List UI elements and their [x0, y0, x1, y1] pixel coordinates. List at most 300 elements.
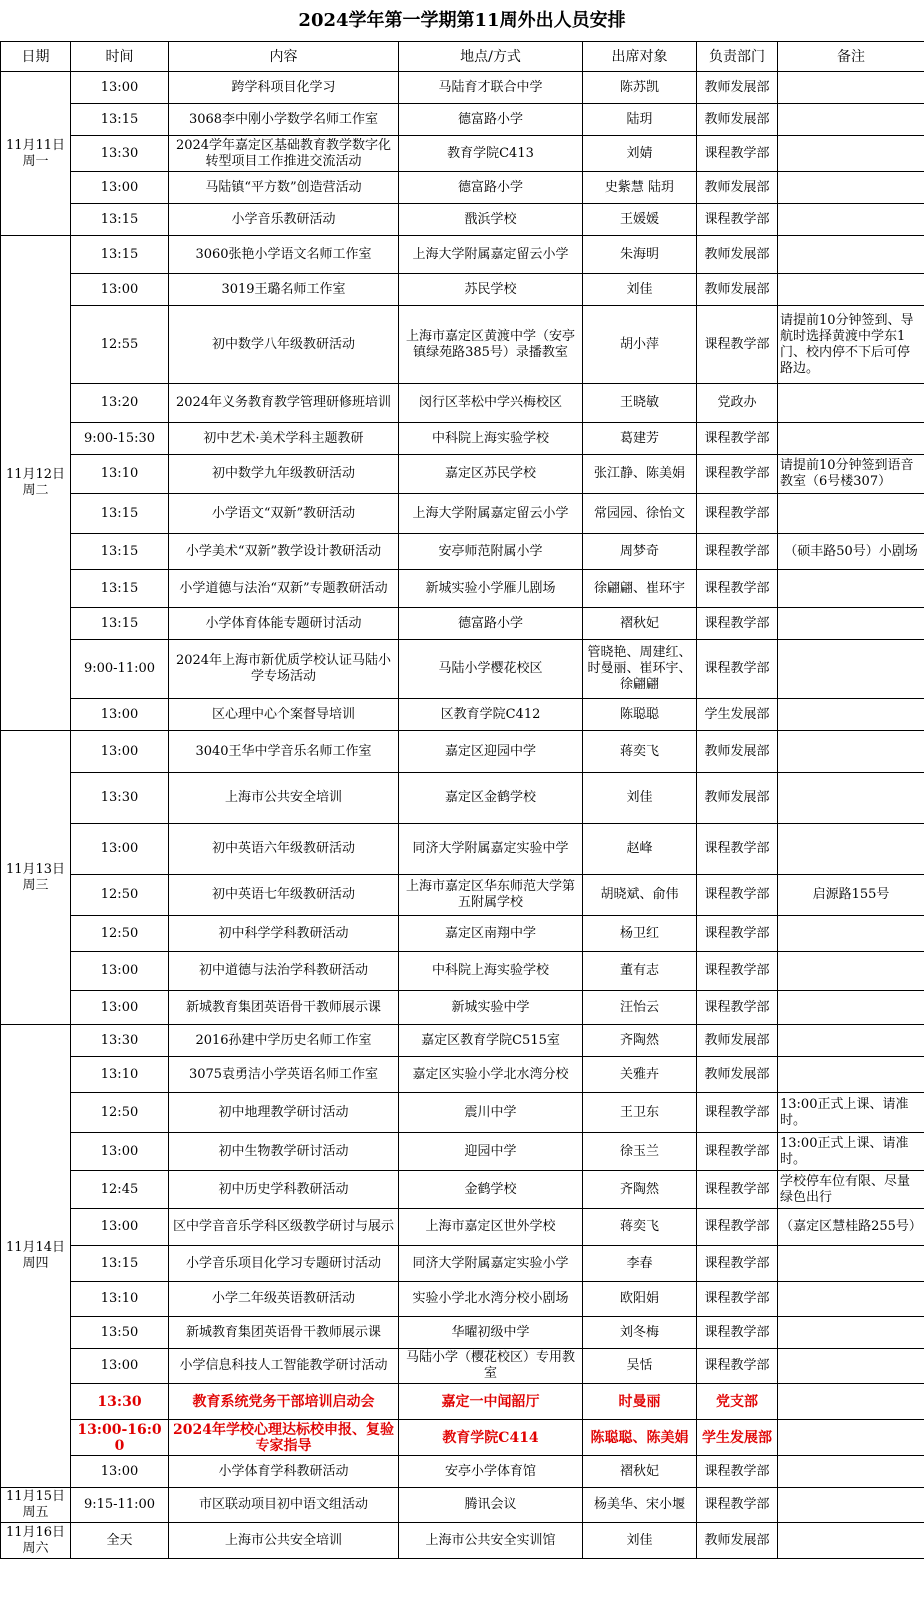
cell-place: 马陆小学樱花校区	[399, 640, 583, 699]
cell-place: 中科院上海实验学校	[399, 423, 583, 455]
cell-dept: 课程教学部	[697, 1282, 778, 1317]
cell-attendee: 张江静、陈美娟	[583, 455, 697, 494]
cell-dept: 学生发展部	[697, 1420, 778, 1456]
table-row	[1, 731, 924, 773]
cell-dept: 课程教学部	[697, 423, 778, 455]
cell-content: 新城教育集团英语骨干教师展示课	[169, 991, 399, 1025]
cell-note	[778, 1282, 924, 1317]
table-row	[1, 824, 924, 875]
cell-note	[778, 274, 924, 306]
cell-note	[778, 731, 924, 773]
cell-attendee: 刘佳	[583, 773, 697, 824]
cell-note	[778, 423, 924, 455]
cell-content: 上海市公共安全培训	[169, 773, 399, 824]
cell-dept: 课程教学部	[697, 1349, 778, 1384]
cell-place: 教育学院C414	[399, 1420, 583, 1456]
cell-place: 新城实验中学	[399, 991, 583, 1025]
cell-place: 震川中学	[399, 1093, 583, 1133]
cell-place: 嘉定区南翔中学	[399, 916, 583, 952]
cell-date	[1, 236, 71, 731]
cell-place: 嘉定一中闻韶厅	[399, 1384, 583, 1420]
table-row	[1, 136, 924, 172]
cell-content: 上海市公共安全培训	[169, 1523, 399, 1559]
cell-place: 中科院上海实验学校	[399, 952, 583, 991]
cell-time: 12:50	[71, 1093, 169, 1133]
cell-note: （硕丰路50号）小剧场	[778, 534, 924, 570]
cell-attendee: 齐陶然	[583, 1025, 697, 1057]
cell-place: 嘉定区金鹤学校	[399, 773, 583, 824]
cell-content: 2024年上海市新优质学校认证马陆小学专场活动	[169, 640, 399, 699]
cell-content: 3019王璐名师工作室	[169, 274, 399, 306]
cell-note: 13:00正式上课、请准时。	[778, 1133, 924, 1171]
cell-content: 3060张艳小学语文名师工作室	[169, 236, 399, 274]
cell-dept: 教师发展部	[697, 1523, 778, 1559]
cell-note	[778, 640, 924, 699]
cell-note	[778, 608, 924, 640]
cell-dept: 课程教学部	[697, 136, 778, 172]
cell-place: 嘉定区实验小学北水湾分校	[399, 1057, 583, 1093]
cell-note	[778, 1420, 924, 1456]
date-label: 11月11日	[5, 137, 66, 153]
cell-time: 13:15	[71, 104, 169, 136]
cell-attendee: 汪怡云	[583, 991, 697, 1025]
table-row	[1, 1209, 924, 1246]
cell-attendee: 胡晓斌、俞伟	[583, 875, 697, 916]
table-row	[1, 384, 924, 423]
table-row	[1, 1093, 924, 1133]
table-row	[1, 1523, 924, 1559]
cell-place: 腾讯会议	[399, 1488, 583, 1523]
cell-time: 13:15	[71, 494, 169, 534]
cell-place: 闵行区莘松中学兴梅校区	[399, 384, 583, 423]
cell-place: 马陆育才联合中学	[399, 72, 583, 104]
table-row	[1, 1282, 924, 1317]
cell-place: 戬浜学校	[399, 204, 583, 236]
page-title: 2024学年第一学期第11周外出人员安排	[298, 10, 626, 31]
date-label: 11月12日	[5, 467, 66, 482]
table-row	[1, 1025, 924, 1057]
weekday-label: 周六	[22, 1540, 49, 1556]
cell-content: 初中历史学科教研活动	[169, 1171, 399, 1209]
cell-note	[778, 916, 924, 952]
cell-place: 嘉定区迎园中学	[399, 731, 583, 773]
cell-note	[778, 236, 924, 274]
cell-dept: 党政办	[697, 384, 778, 423]
table-row	[1, 1384, 924, 1420]
weekday-label: 周五	[22, 1505, 49, 1520]
cell-time: 13:00	[71, 72, 169, 104]
cell-note	[778, 1488, 924, 1523]
cell-dept: 教师发展部	[697, 274, 778, 306]
table-row	[1, 1349, 924, 1384]
cell-note: 请提前10分钟签到、导航时选择黄渡中学东1门、校内停不下后可停路边。	[778, 306, 924, 384]
cell-content: 初中地理教学研讨活动	[169, 1093, 399, 1133]
table-row	[1, 699, 924, 731]
cell-time: 9:00-15:30	[71, 423, 169, 455]
cell-content: 2024学年嘉定区基础教育教学数字化转型项目工作推进交流活动	[169, 136, 399, 172]
cell-time: 9:15-11:00	[71, 1488, 169, 1523]
cell-place: 苏民学校	[399, 274, 583, 306]
cell-place: 新城实验小学雁儿剧场	[399, 570, 583, 608]
cell-dept: 学生发展部	[697, 699, 778, 731]
cell-attendee: 周梦奇	[583, 534, 697, 570]
cell-time: 13:10	[71, 455, 169, 494]
cell-place: 上海市嘉定区世外学校	[399, 1209, 583, 1246]
cell-dept: 课程教学部	[697, 1246, 778, 1282]
cell-dept: 课程教学部	[697, 1456, 778, 1488]
cell-place: 嘉定区苏民学校	[399, 455, 583, 494]
cell-attendee: 王卫东	[583, 1093, 697, 1133]
schedule-body	[1, 72, 924, 1559]
header-dept: 负责部门	[697, 42, 778, 72]
table-row	[1, 236, 924, 274]
cell-content: 初中科学学科教研活动	[169, 916, 399, 952]
cell-attendee: 齐陶然	[583, 1171, 697, 1209]
cell-dept: 教师发展部	[697, 104, 778, 136]
cell-dept: 教师发展部	[697, 773, 778, 824]
table-row	[1, 104, 924, 136]
cell-attendee: 蒋奕飞	[583, 731, 697, 773]
table-row	[1, 423, 924, 455]
cell-content: 初中艺术·美术学科主题教研	[169, 423, 399, 455]
cell-attendee: 陈苏凯	[583, 72, 697, 104]
weekday-label: 周一	[22, 153, 49, 169]
cell-dept: 课程教学部	[697, 1171, 778, 1209]
cell-dept: 教师发展部	[697, 1025, 778, 1057]
cell-date	[1, 1025, 71, 1488]
cell-dept: 课程教学部	[697, 1133, 778, 1171]
cell-time: 13:30	[71, 1384, 169, 1420]
cell-attendee: 关雅卉	[583, 1057, 697, 1093]
cell-time: 13:00-16:00	[71, 1420, 169, 1456]
cell-time: 13:00	[71, 1456, 169, 1488]
cell-place: 安亭师范附属小学	[399, 534, 583, 570]
schedule-table	[0, 41, 924, 1559]
date-label: 11月16日	[5, 1524, 66, 1540]
cell-note	[778, 136, 924, 172]
cell-content: 小学体育学科教研活动	[169, 1456, 399, 1488]
cell-content: 2024年学校心理达标校申报、复验专家指导	[169, 1420, 399, 1456]
cell-content: 区中学音音乐学科区级教学研讨与展示	[169, 1209, 399, 1246]
cell-attendee: 吴恬	[583, 1349, 697, 1384]
date-label: 11月14日	[5, 1240, 66, 1255]
cell-date	[1, 1523, 71, 1559]
cell-content: 初中数学八年级教研活动	[169, 306, 399, 384]
cell-attendee: 常园园、徐怡文	[583, 494, 697, 534]
cell-dept: 课程教学部	[697, 204, 778, 236]
cell-time: 13:00	[71, 1209, 169, 1246]
cell-time: 13:00	[71, 1133, 169, 1171]
cell-note	[778, 1246, 924, 1282]
cell-time: 13:00	[71, 824, 169, 875]
cell-note	[778, 1025, 924, 1057]
cell-content: 初中道德与法治学科教研活动	[169, 952, 399, 991]
cell-note	[778, 824, 924, 875]
cell-place: 教育学院C413	[399, 136, 583, 172]
cell-note	[778, 952, 924, 991]
cell-place: 金鹤学校	[399, 1171, 583, 1209]
cell-attendee: 刘婧	[583, 136, 697, 172]
cell-note	[778, 72, 924, 104]
cell-time: 12:55	[71, 306, 169, 384]
cell-place: 同济大学附属嘉定实验中学	[399, 824, 583, 875]
cell-time: 13:00	[71, 1349, 169, 1384]
cell-attendee: 刘冬梅	[583, 1317, 697, 1349]
table-row	[1, 952, 924, 991]
cell-note	[778, 384, 924, 423]
cell-dept: 课程教学部	[697, 1317, 778, 1349]
table-row	[1, 72, 924, 104]
header-content: 内容	[169, 42, 399, 72]
cell-dept: 教师发展部	[697, 1057, 778, 1093]
cell-note: （嘉定区慧桂路255号）	[778, 1209, 924, 1246]
header-time: 时间	[71, 42, 169, 72]
table-row	[1, 1171, 924, 1209]
cell-place: 德富路小学	[399, 172, 583, 204]
cell-dept: 课程教学部	[697, 824, 778, 875]
cell-dept: 教师发展部	[697, 731, 778, 773]
cell-time: 13:15	[71, 236, 169, 274]
cell-time: 13:00	[71, 274, 169, 306]
cell-attendee: 陈聪聪	[583, 699, 697, 731]
cell-place: 德富路小学	[399, 104, 583, 136]
cell-note: 启源路155号	[778, 875, 924, 916]
cell-place: 迎园中学	[399, 1133, 583, 1171]
cell-attendee: 陆玥	[583, 104, 697, 136]
cell-dept: 课程教学部	[697, 991, 778, 1025]
cell-note	[778, 1349, 924, 1384]
cell-time: 13:30	[71, 136, 169, 172]
table-row	[1, 534, 924, 570]
cell-note	[778, 773, 924, 824]
cell-content: 初中英语六年级教研活动	[169, 824, 399, 875]
cell-attendee: 胡小萍	[583, 306, 697, 384]
date-label: 11月13日	[5, 861, 66, 877]
cell-content: 初中数学九年级教研活动	[169, 455, 399, 494]
weekday-label: 周二	[22, 483, 49, 498]
cell-dept: 教师发展部	[697, 236, 778, 274]
cell-dept: 课程教学部	[697, 916, 778, 952]
cell-content: 3075袁勇洁小学英语名师工作室	[169, 1057, 399, 1093]
table-row	[1, 204, 924, 236]
table-row	[1, 1133, 924, 1171]
cell-dept: 课程教学部	[697, 455, 778, 494]
cell-dept: 课程教学部	[697, 875, 778, 916]
cell-time: 13:50	[71, 1317, 169, 1349]
cell-content: 市区联动项目初中语文组活动	[169, 1488, 399, 1523]
cell-time: 13:15	[71, 1246, 169, 1282]
cell-attendee: 朱海明	[583, 236, 697, 274]
cell-time: 全天	[71, 1523, 169, 1559]
cell-note	[778, 1317, 924, 1349]
cell-dept: 课程教学部	[697, 306, 778, 384]
cell-time: 13:30	[71, 1025, 169, 1057]
cell-time: 12:50	[71, 916, 169, 952]
cell-attendee: 董有志	[583, 952, 697, 991]
cell-attendee: 杨美华、宋小堰	[583, 1488, 697, 1523]
cell-attendee: 徐玉兰	[583, 1133, 697, 1171]
cell-attendee: 王媛媛	[583, 204, 697, 236]
cell-time: 13:00	[71, 991, 169, 1025]
cell-content: 初中英语七年级教研活动	[169, 875, 399, 916]
cell-date	[1, 72, 71, 236]
cell-dept: 课程教学部	[697, 1093, 778, 1133]
cell-attendee: 史紫慧 陆玥	[583, 172, 697, 204]
cell-time: 12:50	[71, 875, 169, 916]
cell-content: 小学美术“双新”教学设计教研活动	[169, 534, 399, 570]
table-row	[1, 1488, 924, 1523]
cell-attendee: 李春	[583, 1246, 697, 1282]
cell-content: 3040王华中学音乐名师工作室	[169, 731, 399, 773]
cell-time: 13:10	[71, 1057, 169, 1093]
cell-note: 请提前10分钟签到语音教室（6号楼307）	[778, 455, 924, 494]
table-row	[1, 1317, 924, 1349]
cell-time: 9:00-11:00	[71, 640, 169, 699]
cell-place: 上海市嘉定区黄渡中学（安亭镇绿苑路385号）录播教室	[399, 306, 583, 384]
cell-attendee: 蒋奕飞	[583, 1209, 697, 1246]
cell-dept: 教师发展部	[697, 172, 778, 204]
cell-place: 华曜初级中学	[399, 1317, 583, 1349]
date-label: 11月15日	[5, 1489, 66, 1504]
cell-time: 12:45	[71, 1171, 169, 1209]
cell-content: 小学体育体能专题研讨活动	[169, 608, 399, 640]
cell-place: 同济大学附属嘉定实验小学	[399, 1246, 583, 1282]
cell-attendee: 刘佳	[583, 274, 697, 306]
table-row	[1, 570, 924, 608]
cell-content: 小学二年级英语教研活动	[169, 1282, 399, 1317]
cell-content: 小学道德与法治“双新”专题教研活动	[169, 570, 399, 608]
cell-note	[778, 991, 924, 1025]
cell-note	[778, 699, 924, 731]
cell-note	[778, 1456, 924, 1488]
cell-attendee: 褶秋妃	[583, 608, 697, 640]
cell-content: 小学音乐项目化学习专题研讨活动	[169, 1246, 399, 1282]
cell-content: 新城教育集团英语骨干教师展示课	[169, 1317, 399, 1349]
cell-attendee: 欧阳娟	[583, 1282, 697, 1317]
cell-time: 13:00	[71, 172, 169, 204]
table-row	[1, 1420, 924, 1456]
cell-place: 嘉定区教育学院C515室	[399, 1025, 583, 1057]
cell-time: 13:00	[71, 731, 169, 773]
header-note: 备注	[778, 42, 924, 72]
cell-attendee: 杨卫红	[583, 916, 697, 952]
cell-attendee: 陈聪聪、陈美娟	[583, 1420, 697, 1456]
cell-content: 马陆镇“平方数”创造营活动	[169, 172, 399, 204]
cell-note	[778, 172, 924, 204]
cell-attendee: 徐翩翩、崔环宇	[583, 570, 697, 608]
table-row	[1, 1456, 924, 1488]
cell-place: 区教育学院C412	[399, 699, 583, 731]
cell-attendee: 王晓敏	[583, 384, 697, 423]
cell-dept: 课程教学部	[697, 952, 778, 991]
cell-dept: 课程教学部	[697, 494, 778, 534]
cell-attendee: 葛建芳	[583, 423, 697, 455]
cell-note	[778, 204, 924, 236]
cell-time: 13:30	[71, 773, 169, 824]
cell-content: 教育系统党务干部培训启动会	[169, 1384, 399, 1420]
cell-date	[1, 1488, 71, 1523]
cell-note	[778, 1384, 924, 1420]
cell-dept: 课程教学部	[697, 1488, 778, 1523]
cell-time: 13:15	[71, 608, 169, 640]
cell-dept: 教师发展部	[697, 72, 778, 104]
cell-attendee: 褶秋妃	[583, 1456, 697, 1488]
cell-note: 学校停车位有限、尽量绿色出行	[778, 1171, 924, 1209]
table-row	[1, 875, 924, 916]
cell-content: 小学语文“双新”教研活动	[169, 494, 399, 534]
cell-content: 初中生物教学研讨活动	[169, 1133, 399, 1171]
cell-attendee: 管晓艳、周建红、时曼丽、崔环宇、徐翩翩	[583, 640, 697, 699]
table-row	[1, 494, 924, 534]
cell-time: 13:15	[71, 204, 169, 236]
cell-note	[778, 1523, 924, 1559]
table-row	[1, 1246, 924, 1282]
table-row	[1, 916, 924, 952]
cell-dept: 课程教学部	[697, 608, 778, 640]
header-date: 日期	[1, 42, 71, 72]
cell-attendee: 刘佳	[583, 1523, 697, 1559]
cell-time: 13:15	[71, 534, 169, 570]
cell-place: 上海大学附属嘉定留云小学	[399, 494, 583, 534]
table-row	[1, 274, 924, 306]
cell-time: 13:00	[71, 699, 169, 731]
table-row	[1, 306, 924, 384]
table-row	[1, 1057, 924, 1093]
table-row	[1, 455, 924, 494]
table-row	[1, 608, 924, 640]
cell-time: 13:15	[71, 570, 169, 608]
cell-dept: 党支部	[697, 1384, 778, 1420]
table-row	[1, 991, 924, 1025]
cell-dept: 课程教学部	[697, 534, 778, 570]
table-row	[1, 640, 924, 699]
cell-content: 小学信息科技人工智能教学研讨活动	[169, 1349, 399, 1384]
header-row	[1, 42, 924, 72]
cell-note	[778, 1057, 924, 1093]
cell-content: 2024年义务教育教学管理研修班培训	[169, 384, 399, 423]
cell-place: 德富路小学	[399, 608, 583, 640]
cell-note	[778, 570, 924, 608]
weekday-label: 周四	[22, 1256, 49, 1271]
cell-dept: 课程教学部	[697, 640, 778, 699]
table-row	[1, 172, 924, 204]
cell-content: 跨学科项目化学习	[169, 72, 399, 104]
cell-place: 实验小学北水湾分校小剧场	[399, 1282, 583, 1317]
weekday-label: 周三	[22, 877, 49, 893]
cell-dept: 课程教学部	[697, 570, 778, 608]
cell-time: 13:10	[71, 1282, 169, 1317]
header-place: 地点/方式	[399, 42, 583, 72]
header-attendee: 出席对象	[583, 42, 697, 72]
cell-place: 上海市公共安全实训馆	[399, 1523, 583, 1559]
cell-time: 13:20	[71, 384, 169, 423]
cell-content: 小学音乐教研活动	[169, 204, 399, 236]
cell-date	[1, 731, 71, 1025]
cell-place: 安亭小学体育馆	[399, 1456, 583, 1488]
cell-content: 2016孙建中学历史名师工作室	[169, 1025, 399, 1057]
cell-place: 上海市嘉定区华东师范大学第五附属学校	[399, 875, 583, 916]
cell-place: 上海大学附属嘉定留云小学	[399, 236, 583, 274]
cell-attendee: 赵峰	[583, 824, 697, 875]
cell-place: 马陆小学（樱花校区）专用教室	[399, 1349, 583, 1384]
cell-time: 13:00	[71, 952, 169, 991]
cell-attendee: 时曼丽	[583, 1384, 697, 1420]
table-row	[1, 773, 924, 824]
cell-note: 13:00正式上课、请准时。	[778, 1093, 924, 1133]
cell-content: 区心理中心个案督导培训	[169, 699, 399, 731]
cell-dept: 课程教学部	[697, 1209, 778, 1246]
cell-note	[778, 104, 924, 136]
